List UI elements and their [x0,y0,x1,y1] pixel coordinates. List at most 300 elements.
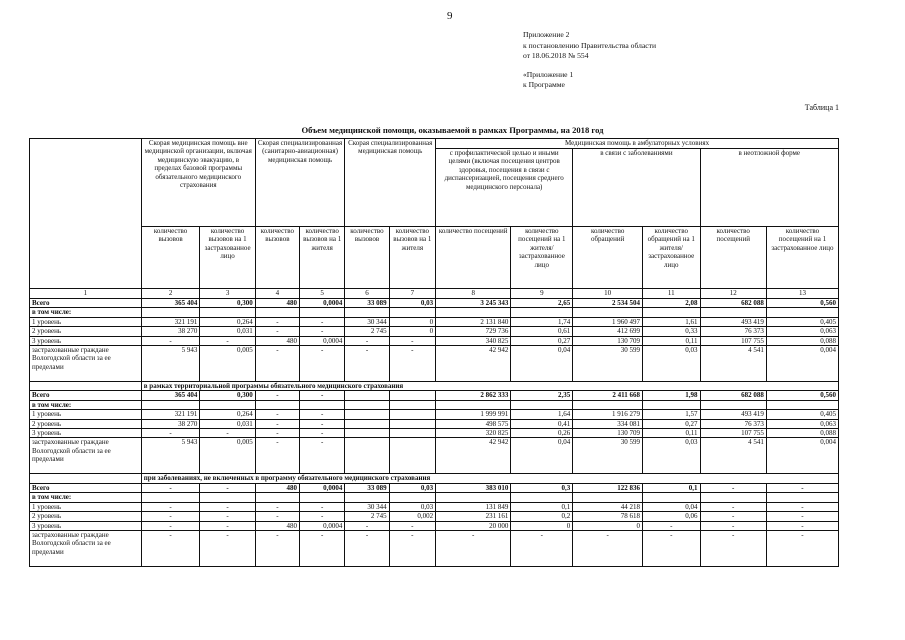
table-cell: 78 618 [573,512,643,521]
table-cell: - [255,429,299,438]
table-cell: 0,1 [643,483,701,492]
section-title-row [30,382,839,391]
table-cell: 334 081 [573,419,643,428]
table-cell: 0,03 [643,346,701,382]
table-cell: 0,2 [511,512,573,521]
table-cell: - [200,429,255,438]
table-cell: 480 [255,521,299,530]
section-title-row [30,474,839,483]
table-row [30,327,839,336]
subheader: количество вызовов на 1 застрахованное лицо [200,227,255,289]
table-cell: 0,300 [200,391,255,400]
header-specialized-ambulance: Скорая специализированная медицинская помощь [345,139,436,227]
table-cell: 340 825 [436,336,511,345]
table-cell: 0,405 [766,317,838,326]
table-cell: 0,560 [766,391,838,400]
table-cell: - [766,502,838,511]
column-number: 1 [30,289,142,299]
table-cell: 0 [389,327,435,336]
table-cell: 5 943 [141,346,200,382]
table-cell: 30 599 [573,438,643,474]
table-cell: 480 [255,299,299,308]
subheader: количество вызовов [255,227,299,289]
table-cell: - [299,530,344,566]
table-cell [643,308,701,317]
table-cell: 729 736 [436,327,511,336]
table-cell: 33 089 [345,299,389,308]
table-cell: 0,33 [643,327,701,336]
table-cell: 2 862 333 [436,391,511,400]
column-number: 3 [200,289,255,299]
table-cell: - [345,346,389,382]
table-cell: - [573,530,643,566]
table-cell: - [255,327,299,336]
column-number: 2 [141,289,200,299]
row-label: 2 уровень [30,512,142,521]
table-cell: - [255,512,299,521]
table-cell: 0,005 [200,346,255,382]
table-cell: 30 344 [345,317,389,326]
table-cell: 0,61 [511,327,573,336]
table-cell [389,308,435,317]
table-cell: 42 942 [436,346,511,382]
table-cell: 1,74 [511,317,573,326]
annex-line: к постановлению Правительства области [523,40,657,50]
row-label: в том числе: [30,400,142,409]
subheader: количество посещений на 1 жителя/ застрахованное лицо [511,227,573,289]
table-row [30,530,839,566]
table-row [30,336,839,345]
table-cell [389,410,435,419]
table-cell [345,493,389,502]
table-cell: 107 755 [700,429,766,438]
table-cell: - [766,483,838,492]
table-cell: - [255,438,299,474]
header-outpatient-disease: в связи с заболеваниями [573,149,700,227]
table-cell [511,400,573,409]
table-cell: - [389,336,435,345]
volume-table [29,138,839,567]
table-cell: - [200,336,255,345]
table-cell [389,400,435,409]
header-empty-cell [30,139,142,289]
table-cell: 321 191 [141,410,200,419]
table-cell [345,400,389,409]
table-cell: - [141,502,200,511]
row-label: застрахованные граждане Вологодской области за ее пределами [30,346,142,382]
table-row [30,438,839,474]
table-cell [766,493,838,502]
table-cell [345,419,389,428]
table-cell: 2,35 [511,391,573,400]
table-cell: 480 [255,483,299,492]
table-cell: 0,0004 [299,299,344,308]
table-cell: 0,11 [643,336,701,345]
table-cell: 2,08 [643,299,701,308]
table-cell: - [511,530,573,566]
table-cell: - [255,317,299,326]
table-cell: 0,03 [389,483,435,492]
table-cell: 42 942 [436,438,511,474]
table-cell: 0,063 [766,327,838,336]
section-title-spacer [30,382,142,391]
table-cell: 0,03 [389,299,435,308]
table-cell [573,400,643,409]
table-cell: - [643,530,701,566]
table-cell [436,308,511,317]
table-cell [511,493,573,502]
block-non-oms [30,474,839,566]
table-cell: - [299,419,344,428]
table-cell: - [255,530,299,566]
table-cell [299,400,344,409]
row-label: застрахованные граждане Вологодской области за ее пределами [30,530,142,566]
subheader: количество вызовов на 1 жителя [389,227,435,289]
table-row [30,410,839,419]
table-cell: 0,04 [643,502,701,511]
table-cell: 131 849 [436,502,511,511]
table-cell: 0,005 [200,438,255,474]
table-cell [299,493,344,502]
column-number: 9 [511,289,573,299]
header-outpatient-urgent: в неотложной форме [700,149,838,227]
block-total [30,299,839,382]
row-label: в том числе: [30,493,142,502]
table-cell: 4 541 [700,346,766,382]
row-label: 1 уровень [30,410,142,419]
row-label: Всего [30,299,142,308]
section-title: в рамках территориальной программы обязательного медицинского страхования [141,382,838,391]
table-row [30,512,839,521]
row-label: 3 уровень [30,429,142,438]
table-cell [700,400,766,409]
table-cell: - [141,512,200,521]
table-cell: 33 089 [345,483,389,492]
subheader: количество посещений [436,227,511,289]
table-cell: 0,264 [200,317,255,326]
table-cell: 0,3 [511,483,573,492]
table-cell: 0,088 [766,336,838,345]
section-title: при заболеваниях, не включенных в программу обязательного медицинского страхования [141,474,838,483]
table-cell: 30 599 [573,346,643,382]
table-cell: 682 088 [700,391,766,400]
column-number: 12 [700,289,766,299]
table-cell: 20 000 [436,521,511,530]
table-cell: 0,0004 [299,336,344,345]
table-cell: 0,06 [643,512,701,521]
table-cell: 0,04 [511,346,573,382]
table-cell: 1 960 497 [573,317,643,326]
table-cell: - [299,327,344,336]
row-label: 2 уровень [30,327,142,336]
table-cell: - [389,346,435,382]
table-cell: 0,004 [766,346,838,382]
table-cell: - [299,438,344,474]
table-cell: 130 709 [573,336,643,345]
row-label: Всего [30,483,142,492]
table-row [30,521,839,530]
table-cell: 383 010 [436,483,511,492]
table-cell: 0,031 [200,327,255,336]
table-cell: - [345,336,389,345]
page-number: 9 [447,10,453,22]
table-cell: 0 [511,521,573,530]
table-cell: 0,405 [766,410,838,419]
table-cell: - [700,502,766,511]
table-cell: 320 825 [436,429,511,438]
table-cell: 0,300 [200,299,255,308]
table-cell: 0,560 [766,299,838,308]
table-cell: 365 404 [141,299,200,308]
table-cell: 1,98 [643,391,701,400]
table-cell: 1,64 [511,410,573,419]
table-cell: - [700,530,766,566]
table-cell [389,493,435,502]
table-cell: 0,26 [511,429,573,438]
column-number: 11 [643,289,701,299]
table-cell: - [299,346,344,382]
subheader: количество обращений [573,227,643,289]
table-cell: 365 404 [141,391,200,400]
subheader: количество вызовов [345,227,389,289]
table-cell [573,493,643,502]
table-cell: 231 161 [436,512,511,521]
table-cell: 2 411 668 [573,391,643,400]
table-cell [766,400,838,409]
table-cell: 2 131 840 [436,317,511,326]
annex-line: «Приложение 1 [523,69,574,79]
table-cell [345,429,389,438]
table-cell: 76 373 [700,327,766,336]
table-cell: 321 191 [141,317,200,326]
table-row [30,502,839,511]
table-cell: 0 [573,521,643,530]
table-cell [700,308,766,317]
table-cell: 1 916 279 [573,410,643,419]
subheader: количество посещений [700,227,766,289]
table-cell: 682 088 [700,299,766,308]
subheader: количество посещений на 1 застрахованное лицо [766,227,838,289]
table-cell [511,308,573,317]
table-cell: 0,04 [511,438,573,474]
table-cell [200,493,255,502]
table-row [30,308,839,317]
table-cell: 0,41 [511,419,573,428]
table-cell: - [141,429,200,438]
header-ambulance: Скорая медицинская помощь вне медицинской организации, включая медицинскую эвакуацию, в пределах базовой программы обязательного медицинского страхования [141,139,255,227]
table-cell: - [766,530,838,566]
column-number: 13 [766,289,838,299]
table-cell: 412 699 [573,327,643,336]
table-cell [299,308,344,317]
header-outpatient-prophylactic: с профилактической целью и иными целями (включая посещения центров здоровья, посещения в связи с диспансеризацией, посещения среднего медицинского персонала) [436,149,573,227]
table-cell [200,400,255,409]
annex-line: Приложение 2 [523,30,570,39]
table-row [30,317,839,326]
row-label: Всего [30,391,142,400]
table-cell: 2 534 504 [573,299,643,308]
table-cell: - [299,410,344,419]
table-cell: - [200,483,255,492]
table-cell: - [766,512,838,521]
table-cell: 1,57 [643,410,701,419]
row-label: 3 уровень [30,336,142,345]
table-cell: 0,11 [643,429,701,438]
row-label: 2 уровень [30,419,142,428]
table-label: Таблица 1 [804,103,839,112]
table-row [30,346,839,382]
table-cell [345,308,389,317]
table-row [30,391,839,400]
table-cell [200,308,255,317]
header-outpatient: Медицинская помощь в амбулаторных условиях [436,139,839,149]
table-cell: - [200,521,255,530]
table-cell: 107 755 [700,336,766,345]
table-cell: 0,03 [389,502,435,511]
table-title: Объем медицинской помощи, оказываемой в рамках Программы, на 2018 год [301,125,604,135]
table-row [30,429,839,438]
table-cell [389,391,435,400]
table-cell: - [255,391,299,400]
row-label: 1 уровень [30,317,142,326]
table-cell: 0,0004 [299,483,344,492]
table-cell [141,493,200,502]
table-cell: 38 270 [141,419,200,428]
table-cell: - [643,521,701,530]
table-row [30,299,839,308]
table-cell: - [141,483,200,492]
table-cell [255,400,299,409]
table-cell [141,308,200,317]
table-cell: 0,088 [766,429,838,438]
table-cell: 76 373 [700,419,766,428]
table-cell: 2,65 [511,299,573,308]
column-number: 7 [389,289,435,299]
table-cell: 0,004 [766,438,838,474]
annex-block [523,30,656,91]
table-cell: - [389,530,435,566]
table-cell: - [299,429,344,438]
table-cell [389,429,435,438]
table-header [30,139,839,299]
table-cell [436,493,511,502]
table-cell: - [766,521,838,530]
table-cell: 2 745 [345,512,389,521]
table-cell: 38 270 [141,327,200,336]
subheader: количество вызовов [141,227,200,289]
table-cell: - [255,346,299,382]
table-cell: - [255,502,299,511]
annex-line: к Программе [523,80,565,89]
table-cell [389,438,435,474]
table-cell: - [299,512,344,521]
header-air-ambulance: Скорая специализированная (санитарно-авиационная) медицинская помощь [255,139,345,227]
table-cell: 4 541 [700,438,766,474]
table-cell: 0,031 [200,419,255,428]
table-cell: 0,002 [389,512,435,521]
column-number: 10 [573,289,643,299]
table-cell: - [700,521,766,530]
table-cell: - [141,530,200,566]
table-cell: - [141,336,200,345]
table-cell: 0,1 [511,502,573,511]
row-label: застрахованные граждане Вологодской области за ее пределами [30,438,142,474]
column-number: 4 [255,289,299,299]
row-label: 1 уровень [30,502,142,511]
table-cell: 0,0004 [299,521,344,530]
annex-line: от 18.06.2018 № 554 [523,51,589,60]
table-cell: 0,063 [766,419,838,428]
table-cell: - [299,502,344,511]
table-cell [345,391,389,400]
table-cell: 480 [255,336,299,345]
table-cell: 130 709 [573,429,643,438]
table-cell [643,400,701,409]
column-number: 8 [436,289,511,299]
table-cell: 122 836 [573,483,643,492]
table-cell: 30 344 [345,502,389,511]
block-oms [30,382,839,474]
table-cell: 0,27 [511,336,573,345]
subheader: количество вызовов на 1 жителя [299,227,344,289]
table-cell: 0,27 [643,419,701,428]
table-cell: 1,61 [643,317,701,326]
table-cell: 0,264 [200,410,255,419]
table-cell: 0 [389,317,435,326]
table-cell [436,400,511,409]
table-cell: 493 419 [700,317,766,326]
table-row [30,419,839,428]
table-cell: 44 218 [573,502,643,511]
table-cell: - [345,521,389,530]
table-row [30,483,839,492]
table-cell [345,438,389,474]
subheader: количество обращений на 1 жителя/ застрахованное лицо [643,227,701,289]
table-cell [255,493,299,502]
row-label: 3 уровень [30,521,142,530]
table-row [30,400,839,409]
table-cell: - [141,521,200,530]
table-cell: - [299,391,344,400]
column-number: 6 [345,289,389,299]
table-cell: - [299,317,344,326]
table-cell: - [700,512,766,521]
row-label: в том числе: [30,308,142,317]
table-cell: - [345,530,389,566]
table-cell: 5 943 [141,438,200,474]
table-cell: - [436,530,511,566]
table-cell: - [700,483,766,492]
table-cell: - [200,502,255,511]
table-cell: - [200,530,255,566]
table-cell [766,308,838,317]
table-cell [255,308,299,317]
table-cell: - [200,512,255,521]
table-row [30,493,839,502]
table-cell: 0,03 [643,438,701,474]
section-title-spacer [30,474,142,483]
table-cell [345,410,389,419]
table-cell: 3 245 343 [436,299,511,308]
table-cell [643,493,701,502]
column-number-row [30,289,839,299]
table-cell: - [389,521,435,530]
table-cell [573,308,643,317]
table-cell: 2 745 [345,327,389,336]
table-cell: 1 999 991 [436,410,511,419]
table-cell [389,419,435,428]
column-number: 5 [299,289,344,299]
